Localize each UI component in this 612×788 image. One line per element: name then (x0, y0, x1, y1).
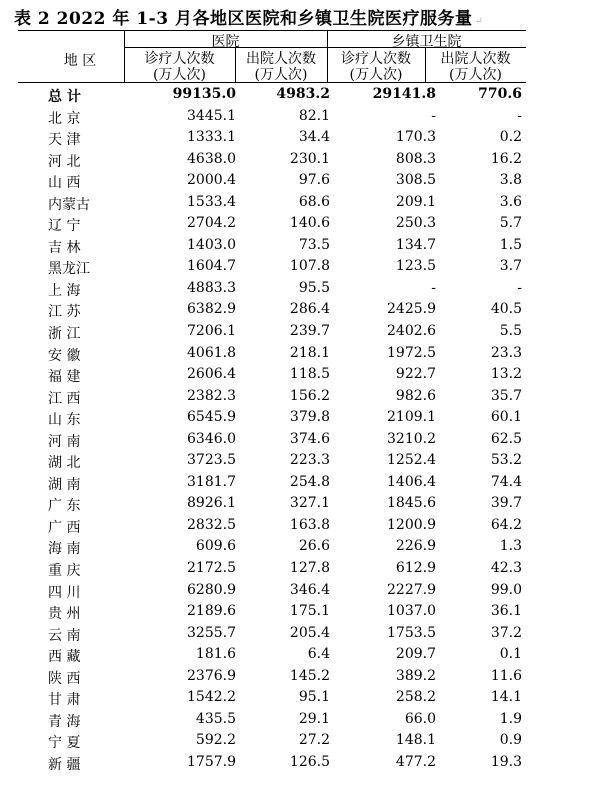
hospital-visits-cell: 2606.4 (187, 366, 236, 383)
hospital-visits-cell: 6346.0 (187, 430, 236, 447)
hospital-visits-cell: 1542.2 (187, 689, 236, 706)
table-row (18, 127, 526, 149)
township-visits-cell: 209.1 (395, 193, 436, 210)
table-row (18, 299, 526, 321)
region-cell: 重 庆 (48, 563, 81, 580)
township-discharges-cell: 36.1 (490, 603, 522, 620)
header-township-discharges-unit: (万人次) (449, 67, 502, 83)
table-row (18, 709, 526, 731)
township-discharges-cell: 16.2 (490, 150, 522, 167)
township-visits-cell: 808.3 (395, 150, 436, 167)
township-discharges-cell: 23.3 (490, 344, 522, 361)
township-visits-cell: 226.9 (395, 538, 436, 555)
hospital-discharges-cell: 223.3 (289, 452, 330, 469)
region-cell: 天 津 (48, 132, 81, 149)
township-discharges-cell: 5.5 (499, 323, 522, 340)
region-cell: 贵 州 (48, 606, 81, 623)
township-visits-cell: 922.7 (395, 366, 436, 383)
hospital-visits-cell: 181.6 (195, 646, 236, 663)
hospital-discharges-cell: 254.8 (289, 473, 330, 490)
township-visits-cell: 2425.9 (387, 301, 436, 318)
hospital-discharges-cell: 27.2 (298, 732, 330, 749)
township-visits-cell: 612.9 (395, 560, 436, 577)
hospital-visits-cell: 609.6 (195, 538, 236, 555)
region-cell: 四 川 (48, 584, 81, 601)
hospital-discharges-cell: 107.8 (289, 258, 330, 275)
table-row (18, 321, 526, 343)
township-discharges-cell: 3.6 (499, 193, 522, 210)
table-row (18, 558, 526, 580)
township-visits-cell: 477.2 (395, 753, 436, 770)
township-visits-cell: 1252.4 (387, 452, 436, 469)
hospital-discharges-cell: 163.8 (289, 516, 330, 533)
table-row (18, 752, 526, 774)
table-row (18, 666, 526, 688)
township-visits-cell: 250.3 (395, 215, 436, 232)
table-row (18, 407, 526, 429)
hospital-visits-cell: 2704.2 (187, 215, 236, 232)
hospital-visits-cell: 1757.9 (187, 753, 236, 770)
region-cell: 湖 北 (48, 455, 81, 472)
township-visits-cell: 66.0 (404, 710, 436, 727)
hospital-discharges-cell: 95.5 (298, 279, 330, 296)
township-visits-cell: - (431, 107, 436, 124)
region-cell: 新 疆 (48, 756, 81, 773)
table-row (18, 450, 526, 472)
township-visits-cell: 134.7 (395, 236, 436, 253)
township-discharges-cell: 19.3 (490, 753, 522, 770)
hospital-discharges-cell: 6.4 (307, 646, 330, 663)
header-hospital: 医院 (211, 34, 240, 50)
township-visits-cell: 982.6 (395, 387, 436, 404)
hospital-visits-cell: 2000.4 (187, 172, 236, 189)
township-visits-cell: - (431, 279, 436, 296)
township-discharges-cell: 770.6 (478, 86, 522, 102)
table-row (18, 580, 526, 602)
region-cell: 甘 肃 (48, 692, 81, 709)
hospital-discharges-cell: 73.5 (298, 236, 330, 253)
township-discharges-cell: 14.1 (490, 689, 522, 706)
table-row (18, 364, 526, 386)
hospital-discharges-cell: 379.8 (289, 409, 330, 426)
hospital-discharges-cell: 140.6 (289, 215, 330, 232)
table-row (18, 536, 526, 558)
hospital-visits-cell: 592.2 (195, 732, 236, 749)
township-discharges-cell: 3.7 (499, 258, 522, 275)
township-discharges-cell: 99.0 (490, 581, 522, 598)
table-row (18, 730, 526, 752)
township-discharges-cell: 42.3 (490, 560, 522, 577)
hospital-discharges-cell: 230.1 (289, 150, 330, 167)
hospital-visits-cell: 4883.3 (187, 279, 236, 296)
region-cell: 山 东 (48, 412, 81, 429)
hospital-visits-cell: 1533.4 (187, 193, 236, 210)
township-visits-cell: 1845.6 (387, 495, 436, 512)
table-row-total (18, 84, 526, 106)
region-cell: 云 南 (48, 627, 81, 644)
hospital-visits-cell: 6545.9 (187, 409, 236, 426)
table-row (18, 192, 526, 214)
header-township: 乡镇卫生院 (391, 34, 462, 50)
region-cell: 山 西 (48, 175, 81, 192)
hospital-visits-cell: 3255.7 (187, 624, 236, 641)
table-row (18, 515, 526, 537)
township-discharges-cell: 1.3 (499, 538, 522, 555)
region-cell: 海 南 (48, 541, 81, 558)
township-discharges-cell: 1.9 (499, 710, 522, 727)
township-visits-cell: 3210.2 (387, 430, 436, 447)
header-township-discharges: 出院人次数 (440, 51, 511, 67)
table-row (18, 278, 526, 300)
hospital-discharges-cell: 218.1 (289, 344, 330, 361)
region-cell: 浙 江 (48, 326, 81, 343)
region-cell: 广 西 (48, 519, 81, 536)
region-cell: 内蒙古 (48, 196, 90, 213)
header-hospital-visits-unit: (万人次) (153, 67, 206, 83)
region-cell: 宁 夏 (48, 735, 81, 752)
hospital-visits-cell: 435.5 (195, 710, 236, 727)
hospital-visits-cell: 7206.1 (187, 323, 236, 340)
township-discharges-cell: 53.2 (490, 452, 522, 469)
hospital-visits-cell: 99135.0 (172, 86, 236, 102)
township-visits-cell: 1037.0 (387, 603, 436, 620)
table-row (18, 149, 526, 171)
hospital-visits-cell: 2832.5 (187, 516, 236, 533)
hospital-discharges-cell: 346.4 (289, 581, 330, 598)
region-cell: 西 藏 (48, 649, 81, 666)
table-row (18, 343, 526, 365)
township-discharges-cell: 11.6 (490, 667, 522, 684)
township-visits-cell: 258.2 (395, 689, 436, 706)
township-visits-cell: 1406.4 (387, 473, 436, 490)
township-discharges-cell: 40.5 (490, 301, 522, 318)
hospital-visits-cell: 6382.9 (187, 301, 236, 318)
region-cell: 黑龙江 (48, 261, 90, 278)
township-visits-cell: 209.7 (395, 646, 436, 663)
hospital-discharges-cell: 145.2 (289, 667, 330, 684)
hospital-discharges-cell: 327.1 (289, 495, 330, 512)
township-discharges-cell: 1.5 (499, 236, 522, 253)
table-row (18, 687, 526, 709)
table-row (18, 623, 526, 645)
township-discharges-cell: 35.7 (490, 387, 522, 404)
township-discharges-cell: 0.2 (499, 129, 522, 146)
hospital-discharges-cell: 29.1 (298, 710, 330, 727)
township-visits-cell: 2227.9 (387, 581, 436, 598)
hospital-discharges-cell: 205.4 (289, 624, 330, 641)
table-row (18, 170, 526, 192)
township-discharges-cell: 74.4 (490, 473, 522, 490)
township-discharges-cell: 60.1 (490, 409, 522, 426)
township-visits-cell: 29141.8 (372, 86, 436, 102)
township-discharges-cell: 39.7 (490, 495, 522, 512)
township-discharges-cell: 64.2 (490, 516, 522, 533)
region-cell: 广 东 (48, 498, 81, 515)
hospital-discharges-cell: 126.5 (289, 753, 330, 770)
hospital-discharges-cell: 68.6 (298, 193, 330, 210)
hospital-visits-cell: 3181.7 (187, 473, 236, 490)
header-hospital-discharges-unit: (万人次) (254, 67, 308, 83)
region-cell: 青 海 (48, 713, 81, 730)
table-row (18, 472, 526, 494)
township-visits-cell: 2109.1 (387, 409, 436, 426)
township-visits-cell: 1200.9 (387, 516, 436, 533)
header-hospital-visits: 诊疗人次数 (144, 51, 215, 67)
region-cell: 河 南 (48, 433, 81, 450)
township-discharges-cell: 13.2 (490, 366, 522, 383)
hospital-visits-cell: 3723.5 (187, 452, 236, 469)
hospital-discharges-cell: 286.4 (289, 301, 330, 318)
hospital-visits-cell: 4061.8 (187, 344, 236, 361)
hospital-visits-cell: 4638.0 (187, 150, 236, 167)
hospital-discharges-cell: 95.1 (298, 689, 330, 706)
township-discharges-cell: - (517, 279, 522, 296)
header-township-visits: 诊疗人次数 (341, 51, 411, 67)
region-cell: 北 京 (48, 110, 81, 127)
township-discharges-cell: 5.7 (499, 215, 522, 232)
header-township-visits-unit: (万人次) (349, 67, 403, 83)
township-visits-cell: 1972.5 (387, 344, 436, 361)
table-row (18, 601, 526, 623)
township-visits-cell: 123.5 (395, 258, 436, 275)
hospital-discharges-cell: 97.6 (298, 172, 330, 189)
township-visits-cell: 2402.6 (387, 323, 436, 340)
region-cell: 江 苏 (48, 304, 81, 321)
hospital-visits-cell: 8926.1 (187, 495, 236, 512)
township-discharges-cell: 0.9 (499, 732, 522, 749)
township-visits-cell: 1753.5 (387, 624, 436, 641)
region-cell: 辽 宁 (48, 218, 81, 235)
region-cell: 安 徽 (48, 347, 81, 364)
hospital-visits-cell: 1333.1 (187, 129, 236, 146)
hospital-discharges-cell: 239.7 (289, 323, 330, 340)
region-cell: 陕 西 (48, 670, 81, 687)
hospital-visits-cell: 2376.9 (187, 667, 236, 684)
hospital-visits-cell: 2382.3 (187, 387, 236, 404)
table-row (18, 235, 526, 257)
region-cell: 吉 林 (48, 239, 81, 256)
region-cell: 上 海 (48, 282, 81, 299)
hospital-visits-cell: 6280.9 (187, 581, 236, 598)
hospital-visits-cell: 3445.1 (187, 107, 236, 124)
township-discharges-cell: 3.8 (499, 172, 522, 189)
township-visits-cell: 170.3 (395, 129, 436, 146)
table-row (18, 493, 526, 515)
township-discharges-cell: - (517, 107, 522, 124)
table-title-text: 表 2 2022 年 1-3 月各地区医院和乡镇卫生院医疗服务量 (14, 9, 473, 29)
hospital-visits-cell: 2189.6 (187, 603, 236, 620)
table-body (18, 84, 526, 774)
hospital-discharges-cell: 34.4 (298, 129, 330, 146)
township-visits-cell: 148.1 (395, 732, 436, 749)
hospital-discharges-cell: 118.5 (289, 366, 330, 383)
hospital-discharges-cell: 4983.2 (276, 86, 330, 102)
table-row (18, 386, 526, 408)
hospital-discharges-cell: 127.8 (289, 560, 330, 577)
township-discharges-cell: 62.5 (490, 430, 522, 447)
hospital-discharges-cell: 374.6 (289, 430, 330, 447)
township-visits-cell: 308.5 (395, 172, 436, 189)
region-cell: 福 建 (48, 369, 81, 386)
region-cell: 总 计 (48, 89, 81, 105)
table-row (18, 106, 526, 128)
region-cell: 湖 南 (48, 476, 81, 493)
region-cell: 河 北 (48, 153, 81, 170)
paragraph-mark-icon: ↵ (474, 16, 484, 27)
header-region: 地 区 (63, 53, 97, 69)
region-cell: 江 西 (48, 390, 81, 407)
hospital-discharges-cell: 82.1 (298, 107, 330, 124)
table-row (18, 644, 526, 666)
hospital-visits-cell: 1403.0 (187, 236, 236, 253)
header-hospital-discharges: 出院人次数 (246, 51, 316, 67)
township-visits-cell: 389.2 (395, 667, 436, 684)
table-row (18, 256, 526, 278)
table-row (18, 213, 526, 235)
hospital-visits-cell: 1604.7 (187, 258, 236, 275)
township-discharges-cell: 0.1 (499, 646, 522, 663)
table-row (18, 429, 526, 451)
hospital-discharges-cell: 175.1 (289, 603, 330, 620)
township-discharges-cell: 37.2 (490, 624, 522, 641)
hospital-discharges-cell: 156.2 (289, 387, 330, 404)
hospital-discharges-cell: 26.6 (298, 538, 330, 555)
table-title (14, 4, 483, 29)
hospital-visits-cell: 2172.5 (187, 560, 236, 577)
